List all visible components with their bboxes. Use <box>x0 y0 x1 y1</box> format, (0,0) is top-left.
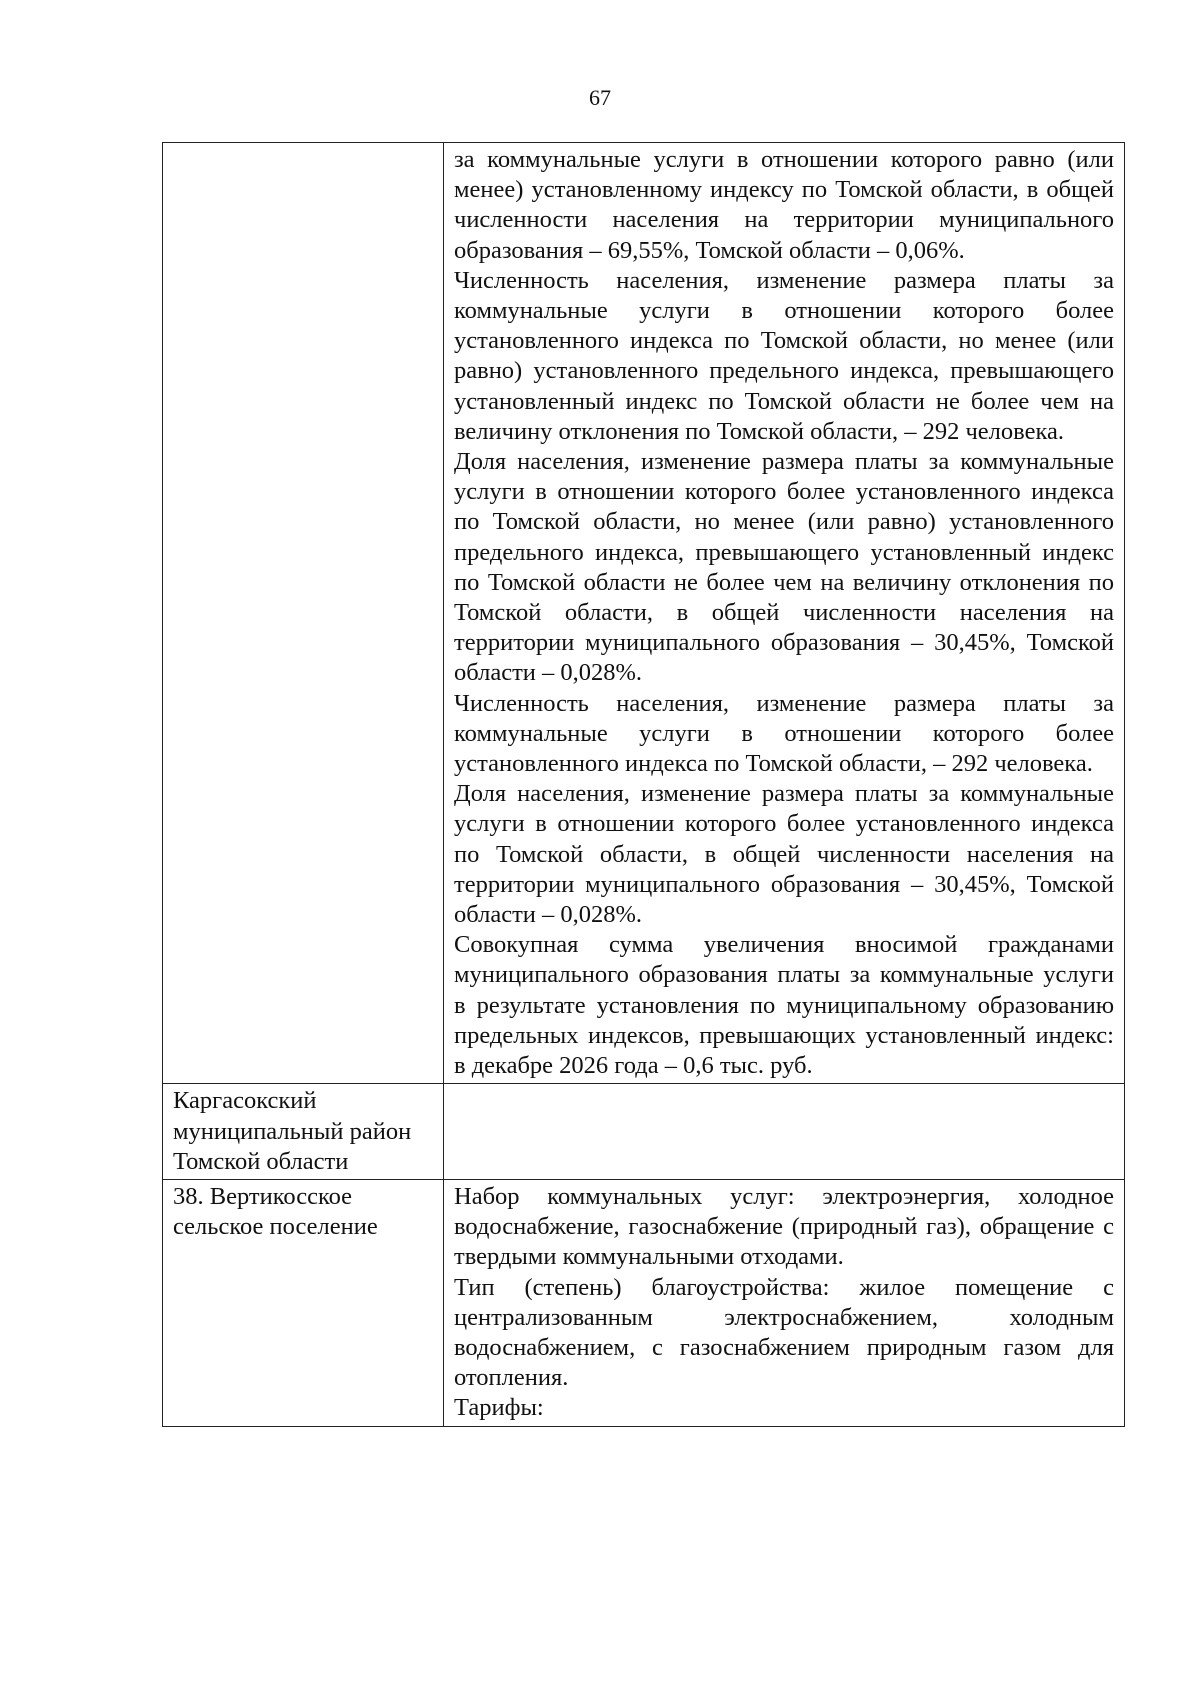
municipality-cell <box>163 143 444 1084</box>
municipality-name-line: 38. Вертикосское <box>173 1182 353 1210</box>
table-row <box>163 143 1125 1084</box>
paragraph: Тип (степень) благоустройства: жилое помещение с централизованным электроснабжением, холодным водоснабжением, с газоснабжением природным газом для отопления. <box>454 1273 1114 1392</box>
paragraph: Доля населения, изменение размера платы за коммунальные услуги в отношении которого более установленного индекса по Томской области, но менее (или равно) установленного предельного индекса, превышающего установленный индекс по Томской области не более чем на величину отклонения по Томской области, в общей численности населения на территории муниципального образования – 30,45%, Томской области – 0,028%. <box>454 448 1114 687</box>
municipality-cell <box>163 1179 444 1426</box>
description-cell <box>444 1084 1125 1180</box>
paragraph: Доля населения, изменение размера платы за коммунальные услуги в отношении которого более установленного индекса по Томской области, в общей численности населения на территории муниципального образования – 30,45%, Томской области – 0,028%. <box>454 780 1114 929</box>
table-row <box>163 1179 1125 1426</box>
paragraph: Совокупная сумма увеличения вносимой гражданами муниципального образования платы за коммунальные услуги в результате установления по муниципальному образованию предельных индексов, превышающих установленный индекс: в декабре 2026 года – 0,6 тыс. руб. <box>454 931 1114 1080</box>
municipality-name-line: Томской области <box>173 1147 349 1175</box>
description-cell <box>444 1179 1125 1426</box>
municipality-name-line: сельское поселение <box>173 1213 378 1241</box>
municipal-data-table <box>162 142 1125 1427</box>
table-row <box>163 1084 1125 1180</box>
page-number: 67 <box>589 85 611 110</box>
description-cell <box>444 143 1125 1084</box>
paragraph: Набор коммунальных услуг: электроэнергия, холодное водоснабжение, газоснабжение (природный газ), обращение с твердыми коммунальными отходами. <box>454 1182 1114 1271</box>
municipality-name-line: Каргасокский <box>173 1087 317 1115</box>
paragraph: Тарифы: <box>454 1394 544 1422</box>
paragraph: Численность населения, изменение размера платы за коммунальные услуги в отношении которого более установленного индекса по Томской области, но менее (или равно) установленного предельного индекса, превышающего установленный индекс по Томской области не более чем на величину отклонения по Томской области, – 292 человека. <box>454 266 1114 445</box>
municipality-cell <box>163 1084 444 1180</box>
paragraph: Численность населения, изменение размера платы за коммунальные услуги в отношении которого более установленного индекса по Томской области, – 292 человека. <box>454 689 1114 778</box>
paragraph: за коммунальные услуги в отношении которого равно (или менее) установленному индексу по Томской области, в общей численности населения на территории муниципального образования – 69,55%, Томской области – 0,06%. <box>454 146 1114 264</box>
municipality-name-line: муниципальный район <box>173 1117 412 1145</box>
